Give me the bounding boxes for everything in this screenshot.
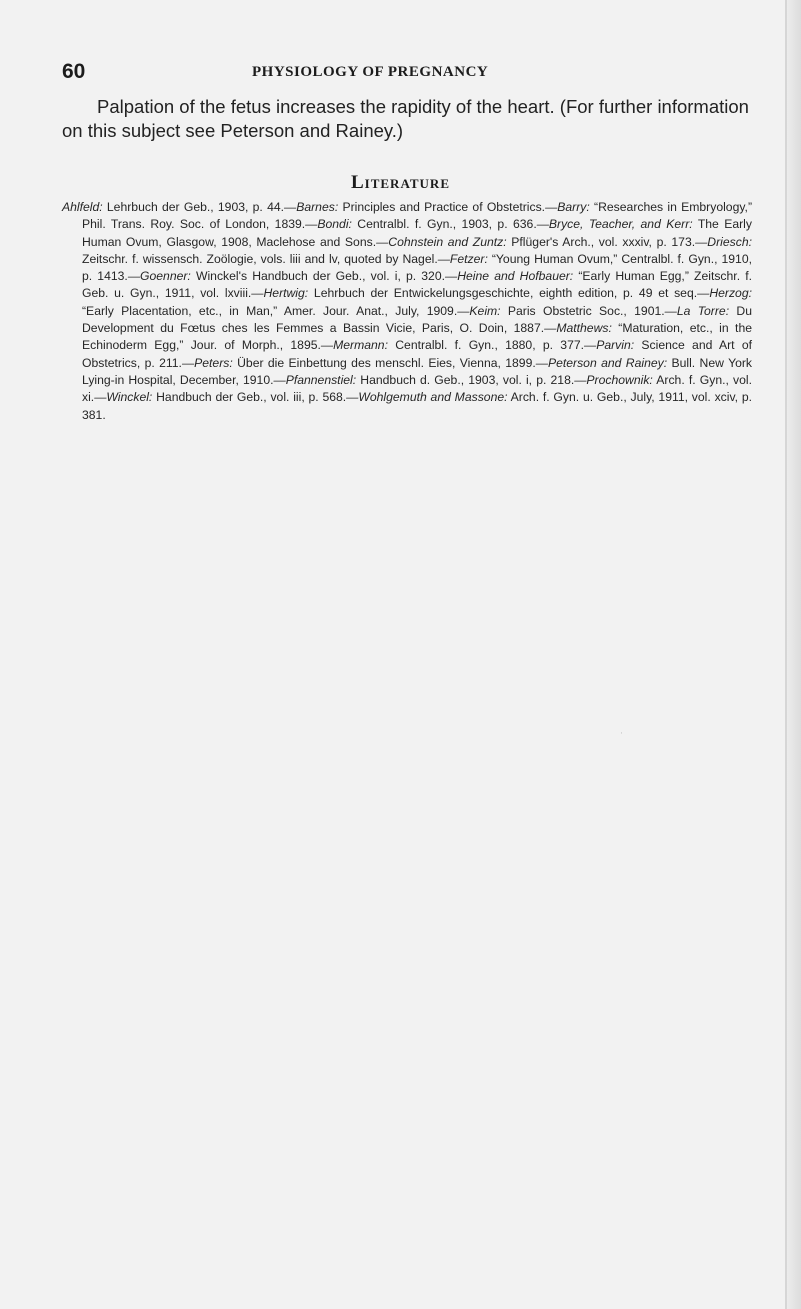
reference-text: Paris Obstetric Soc., 1901. bbox=[500, 303, 665, 318]
reference-text: “Early Placentation, etc., in Man,” Amer. Jour. Anat., July, 1909. bbox=[82, 303, 458, 318]
reference-author: —Peters: bbox=[181, 355, 233, 370]
reference-text: “Young Human Ovum,” Centralbl. f. Gyn., 1910, p. 1413. bbox=[82, 251, 752, 284]
reference-entry bbox=[182, 356, 536, 370]
reference-author: —Pfannenstiel: bbox=[273, 372, 357, 387]
reference-entry bbox=[305, 217, 537, 231]
reference-author: —Heine and Hofbauer: bbox=[445, 269, 574, 284]
reference-text: Principles and Practice of Obstetrics. bbox=[338, 200, 546, 214]
page-header bbox=[62, 60, 742, 84]
reference-entry bbox=[62, 200, 284, 214]
reference-text: “Early Human Egg,” Zeitschr. f. Geb. u. Gyn., 1911, vol. lxviii. bbox=[82, 269, 752, 301]
reference-text: Du Development du Fœtus ches les Femmes a Bassin Vicie, Paris, O. Doin, 1887. bbox=[82, 303, 752, 336]
reference-text: “Researches in Embryology,” Phil. Trans. Roy. Soc. of London, 1839. bbox=[82, 200, 752, 232]
reference-author: —Bondi: bbox=[305, 217, 352, 232]
reference-text: Pflüger's Arch., vol. xxxiv, p. 173. bbox=[506, 234, 696, 249]
reference-text: Handbuch der Geb., vol. iii, p. 568. bbox=[152, 390, 347, 405]
reference-author: —Herzog: bbox=[697, 286, 752, 301]
reference-entry bbox=[128, 269, 445, 283]
reference-author: —La Torre: bbox=[664, 303, 730, 318]
reference-entry bbox=[457, 304, 664, 318]
reference-author: —Parvin: bbox=[584, 338, 635, 353]
reference-entry bbox=[274, 373, 575, 387]
running-head: PHYSIOLOGY OF PREGNANCY bbox=[252, 64, 489, 80]
reference-author: —Wohlgemuth and Massone: bbox=[346, 390, 508, 405]
section-title: Literature bbox=[350, 172, 450, 193]
references-list bbox=[62, 199, 752, 424]
reference-author: —Barnes: bbox=[284, 200, 339, 214]
reference-author: —Fetzer: bbox=[437, 251, 488, 266]
intro-paragraph: Palpation of the fetus increases the rapidity of the heart. (For further information on this subject see Peterson and Rainey.) bbox=[62, 96, 749, 141]
reference-entry bbox=[94, 390, 346, 404]
reference-text: Centralbl. f. Gyn., 1880, p. 377. bbox=[387, 338, 585, 353]
reference-author: —Goenner: bbox=[127, 269, 191, 284]
reference-text: Lehrbuch der Geb., 1903, p. 44. bbox=[102, 200, 285, 214]
reference-author: —Winckel: bbox=[94, 390, 153, 405]
reference-author: —Keim: bbox=[457, 303, 501, 318]
reference-text: Über die Einbettung des menschl. Eies, Vienna, 1899. bbox=[232, 355, 536, 370]
reference-author: —Driesch: bbox=[695, 234, 752, 249]
reference-author: —Bryce, Teacher, and Kerr: bbox=[536, 217, 693, 232]
reference-author: —Mermann: bbox=[320, 338, 388, 353]
reference-text: Arch. f. Gyn., vol. xi. bbox=[82, 372, 752, 405]
reference-author: —Barry: bbox=[545, 200, 590, 214]
reference-text: Bull. New York Lying-in Hospital, December, 1910. bbox=[82, 355, 753, 387]
reference-text: Winckel's Handbuch der Geb., vol. i, p. 320. bbox=[190, 269, 446, 284]
reference-author: —Matthews: bbox=[544, 321, 612, 336]
reference-text: Centralbl. f. Gyn., 1903, p. 636. bbox=[351, 217, 537, 232]
reference-author: —Prochownik: bbox=[574, 372, 653, 387]
reference-author: Ahlfeld: bbox=[62, 200, 103, 214]
reference-text: The Early Human Ovum, Glasgow, 1908, Maclehose and Sons. bbox=[82, 217, 752, 249]
reference-entry bbox=[376, 235, 695, 249]
reference-text: Arch. f. Gyn. u. Geb., July, 1911, vol. xciv, p. 381. bbox=[82, 390, 752, 422]
reference-author: —Hertwig: bbox=[251, 286, 309, 301]
reference-text: Zeitschr. f. wissensch. Zoölogie, vols. liii and lv, quoted by Nagel. bbox=[82, 251, 438, 266]
page-edge bbox=[787, 0, 801, 1309]
page-number: 60 bbox=[62, 60, 86, 83]
reference-text: Lehrbuch der Entwickelungsgeschichte, eighth edition, p. 49 et seq. bbox=[308, 286, 698, 301]
reference-text: “Maturation, etc., in the Echinoderm Egg,” Jour. of Morph., 1895. bbox=[82, 321, 753, 353]
scan-speck: · bbox=[620, 728, 623, 738]
reference-author: —Cohnstein and Zuntz: bbox=[376, 234, 507, 249]
reference-author: —Peterson and Rainey: bbox=[535, 355, 668, 370]
reference-entry bbox=[284, 200, 545, 214]
reference-text: Science and Art of Obstetrics, p. 211. bbox=[82, 338, 752, 370]
reference-entry bbox=[321, 338, 584, 352]
reference-entry bbox=[251, 286, 697, 300]
reference-text: Handbuch d. Geb., 1903, vol. i, p. 218. bbox=[356, 372, 575, 387]
